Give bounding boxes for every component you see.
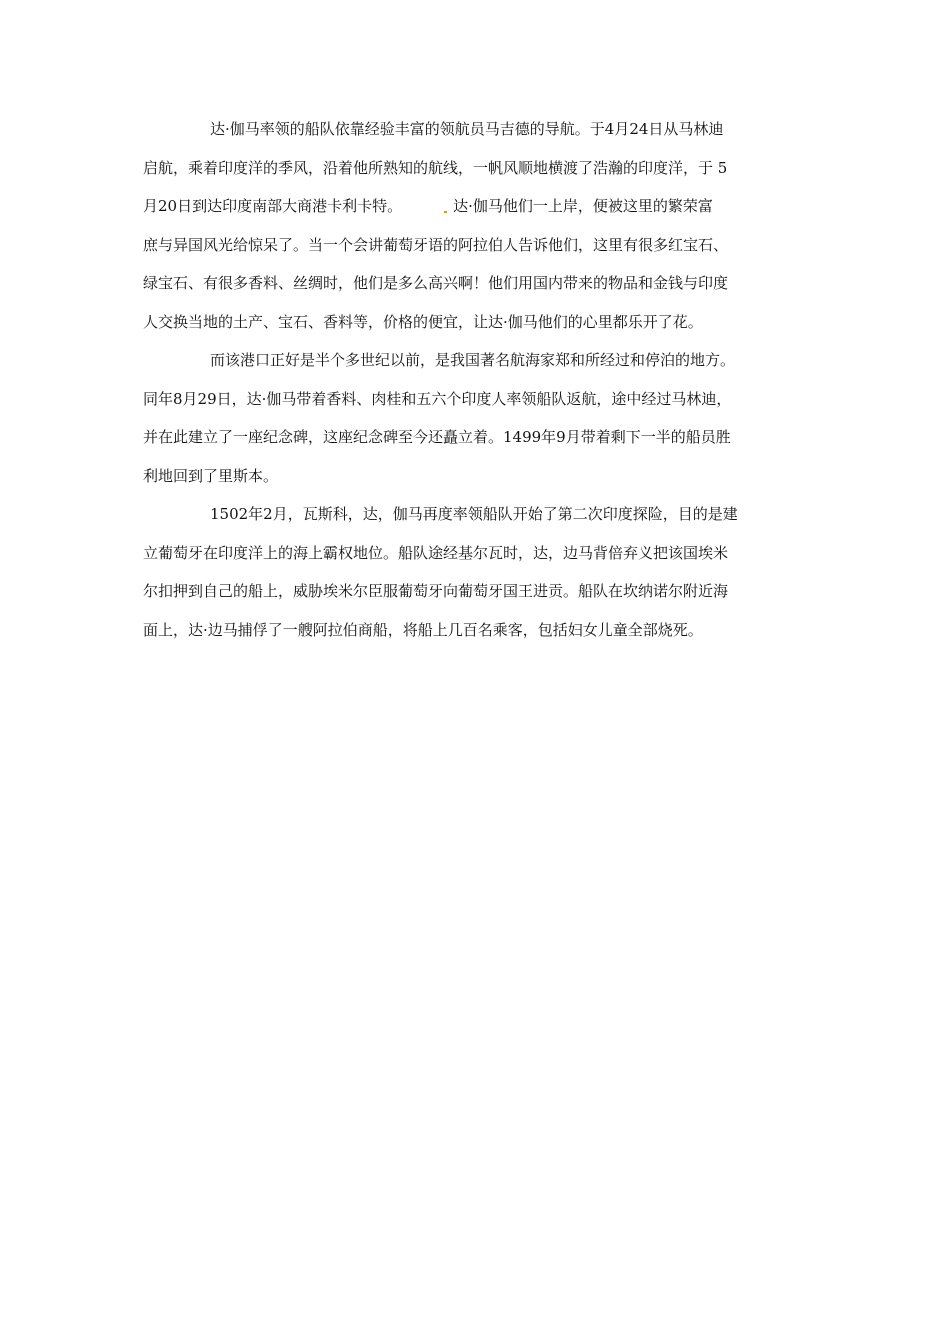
paragraph-line: 达·伽马率领的船队依靠经验丰富的领航员马吉德的导航。于4月24日从马林迪 xyxy=(210,120,724,138)
paragraph-2 xyxy=(143,341,817,495)
line-segment: 达·伽马他们一上岸，便被这里的繁荣富 xyxy=(453,197,713,215)
paragraph-line: 利地回到了里斯本。 xyxy=(143,466,279,485)
paragraph-line: 并在此建立了一座纪念碑，这座纪念碑至今还矗立着。1499年9月带着剩下一半的船员胜 xyxy=(143,428,731,446)
paragraph-3 xyxy=(143,495,817,649)
paragraph-line: 启航，乘着印度洋的季风，沿着他所熟知的航线，一帆风顺地横渡了浩瀚的印度洋，于 5 xyxy=(143,158,728,177)
document-body xyxy=(143,110,817,649)
paragraph-line: 尔扣押到自己的船上，威胁埃米尔臣服葡萄牙向葡萄牙国王进贡。船队在坎纳诺尔附近海 xyxy=(143,582,729,600)
paragraph-line: 而该港口正好是半个多世纪以前，是我国著名航海家郑和所经过和停泊的地方。 xyxy=(210,351,736,369)
paragraph-line: 立葡萄牙在印度洋上的海上霸权地位。船队途经基尔瓦时，达，边马背倍弃义把该国埃米 xyxy=(143,543,729,562)
paragraph-line: 面上，达·边马捕俘了一艘阿拉伯商船，将船上几百名乘客，包括妇女儿童全部烧死。 xyxy=(143,620,703,639)
line-segment: 月20日到达印度南部大商港卡利卡特。 xyxy=(143,197,403,215)
paragraph-line xyxy=(143,187,817,226)
paragraph-line: 同年8月29日，达·伽马带着香料、肉桂和五六个印度人率领船队返航，途中经过马林迪， xyxy=(143,389,732,408)
paragraph-line: 人交换当地的土产、宝石、香料等，价格的便宜，让达·伽马他们的心里都乐开了花。 xyxy=(143,312,703,331)
stray-mark xyxy=(444,211,447,213)
paragraph-line: 1502年2月，瓦斯科，达，伽马再度率领船队开始了第二次印度探险，目的是建 xyxy=(210,505,738,523)
paragraph-line: 庶与异国风光给惊呆了。当一个会讲葡萄牙语的阿拉伯人告诉他们，这里有很多红宝石、 xyxy=(143,235,729,254)
paragraph-line: 绿宝石、有很多香料、丝绸时，他们是多么高兴啊！他们用国内带来的物品和金钱与印度 xyxy=(143,274,729,292)
paragraph-1 xyxy=(143,110,817,341)
